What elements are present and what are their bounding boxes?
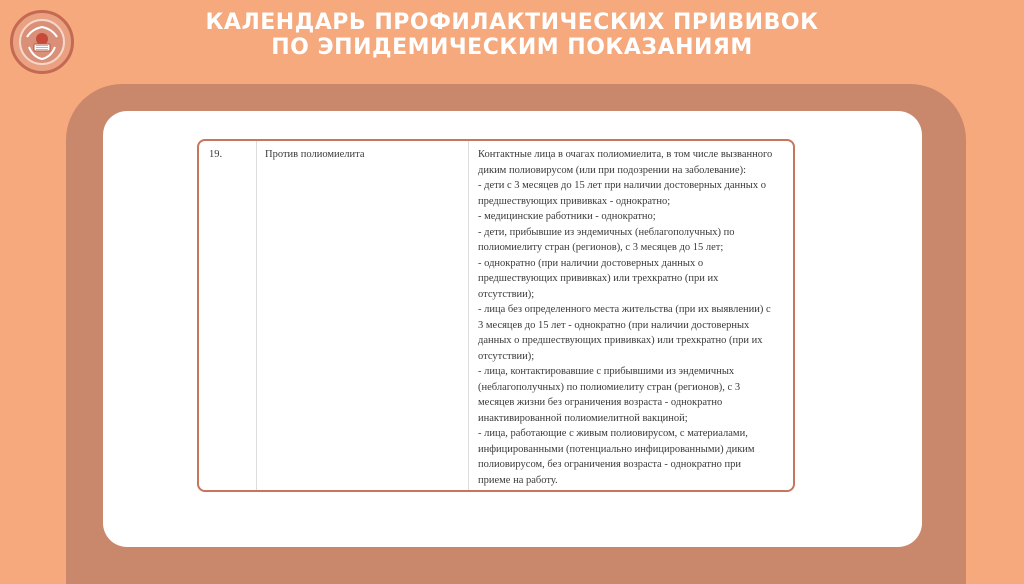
description-line: инфицированными (потенциально инфицированными) диким bbox=[478, 443, 755, 455]
indication-description bbox=[469, 141, 793, 490]
description-line: 3 месяцев до 15 лет - однократно (при наличии достоверных bbox=[478, 319, 750, 331]
row-number: 19. bbox=[199, 141, 257, 490]
description-line: приеме на работу. bbox=[478, 474, 558, 486]
description-line: - дети, прибывшие из эндемичных (неблагополучных) по bbox=[478, 226, 735, 238]
description-line: отсутствии); bbox=[478, 288, 535, 300]
description-line: - однократно (при наличии достоверных данных о bbox=[478, 257, 704, 269]
emblem-icon bbox=[17, 17, 67, 67]
description-line: - дети с 3 месяцев до 15 лет при наличии достоверных данных о bbox=[478, 180, 766, 191]
description-line: полиомиелиту стран (регионов), с 3 месяцев до 15 лет; bbox=[478, 242, 724, 253]
description-line: предшествующих прививках - однократно; bbox=[478, 195, 671, 207]
description-line: отсутствии); bbox=[478, 350, 535, 362]
description-line: полиовирусом, без ограничения возраста - однократно при bbox=[478, 459, 741, 470]
description-line: предшествующих прививках) или трехкратно (при их bbox=[478, 273, 719, 284]
emblem-logo bbox=[10, 10, 74, 74]
vaccine-name: Против полиомиелита bbox=[257, 141, 469, 490]
description-line: инактивированной полиомиелитной вакциной; bbox=[478, 412, 688, 424]
description-line: данных о предшествующих прививках) или трехкратно (при их bbox=[478, 335, 763, 346]
description-line: - лица, работающие с живым полиовирусом, с материалами, bbox=[478, 428, 748, 439]
description-line: месяцев жизни без ограничения возраста - однократно bbox=[478, 397, 723, 408]
description-line: - медицинские работники - однократно; bbox=[478, 211, 656, 222]
description-line: Контактные лица в очагах полиомиелита, в том числе вызванного bbox=[478, 149, 773, 160]
page-title: КАЛЕНДАРЬ ПРОФИЛАКТИЧЕСКИХ ПРИВИВОК ПО ЭПИДЕМИЧЕСКИМ ПОКАЗАНИЯМ bbox=[205, 10, 819, 60]
description-line: диким полиовирусом (или при подозрении на заболевание): bbox=[478, 164, 746, 176]
description-line: - лица, контактировавшие с прибывшими из эндемичных bbox=[478, 366, 735, 377]
vaccination-table bbox=[197, 139, 795, 492]
description-line: - лица без определенного места жительства (при их выявлении) с bbox=[478, 304, 771, 315]
description-line: (неблагополучных) по полиомиелиту стран (регионов), с 3 bbox=[478, 381, 741, 393]
